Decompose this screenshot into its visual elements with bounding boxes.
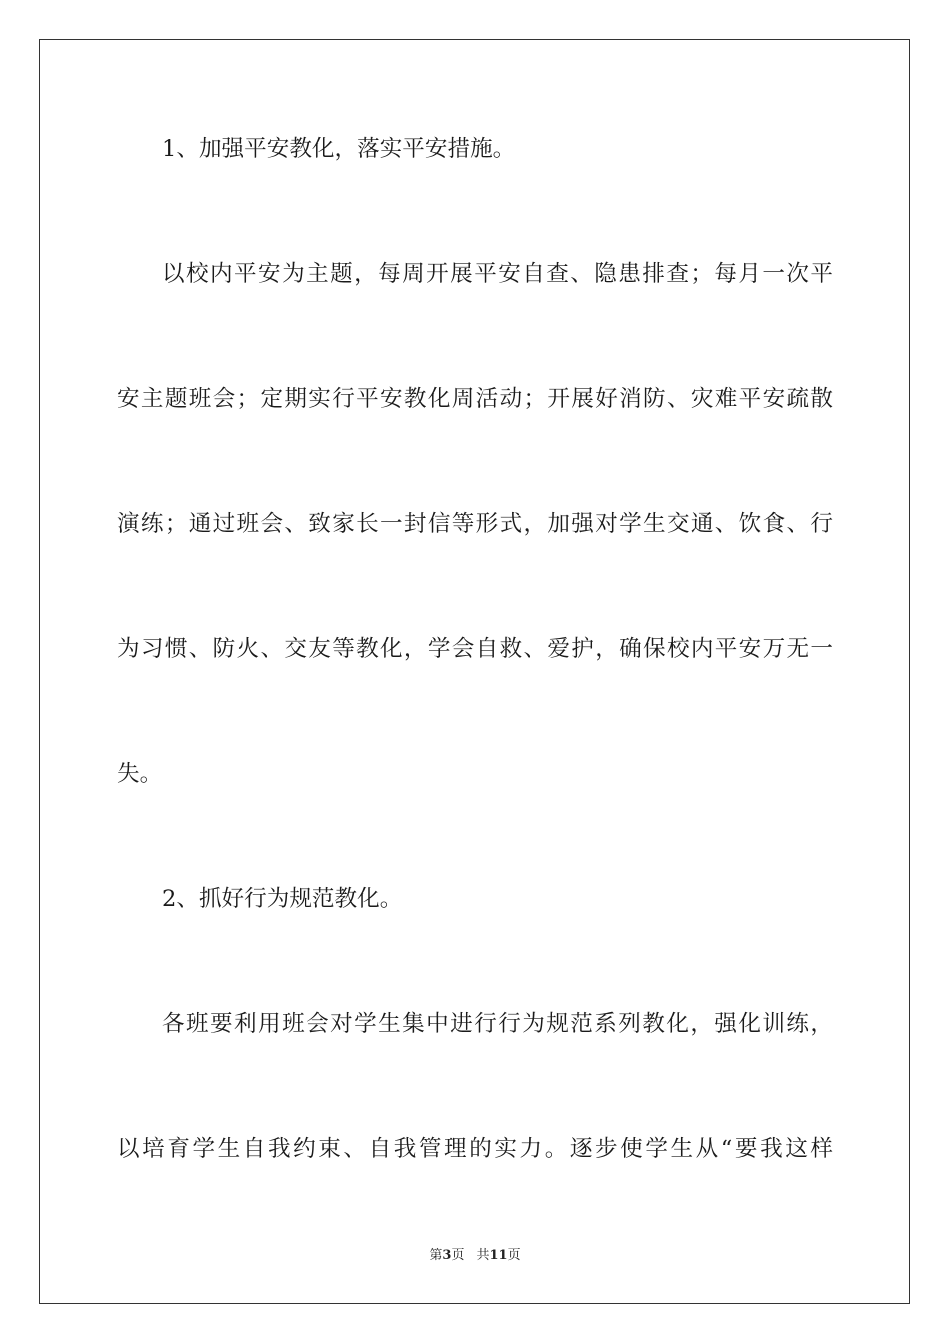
paragraph-line: 各班要利用班会对学生集中进行行为规范系列教化，强化训练， <box>162 1011 833 1037</box>
heading-item-1: 1、加强平安教化，落实平安措施。 <box>162 136 516 162</box>
paragraph-line: 以校内平安为主题，每周开展平安自查、隐患排查；每月一次平 <box>162 261 833 287</box>
total-prefix: 共 <box>476 1248 490 1263</box>
page-border <box>39 39 910 1304</box>
paragraph-line: 失。 <box>117 761 163 787</box>
paragraph-line: 以培育学生自我约束、自我管理的实力。逐步使学生从“要我这样 <box>117 1136 833 1162</box>
page-number: 3 <box>442 1248 452 1263</box>
page-footer <box>0 1247 950 1265</box>
paragraph-line: 为习惯、防火、交友等教化，学会自救、爱护，确保校内平安万无一 <box>117 636 833 662</box>
total-suffix: 页 <box>507 1248 521 1263</box>
paragraph-line: 演练；通过班会、致家长一封信等形式，加强对学生交通、饮食、行 <box>117 511 833 537</box>
page-suffix: 页 <box>451 1248 465 1263</box>
total-pages: 11 <box>489 1248 508 1263</box>
heading-item-2: 2、抓好行为规范教化。 <box>162 886 403 912</box>
page-prefix: 第 <box>429 1248 443 1263</box>
paragraph-line: 安主题班会；定期实行平安教化周活动；开展好消防、灾难平安疏散 <box>117 386 833 412</box>
